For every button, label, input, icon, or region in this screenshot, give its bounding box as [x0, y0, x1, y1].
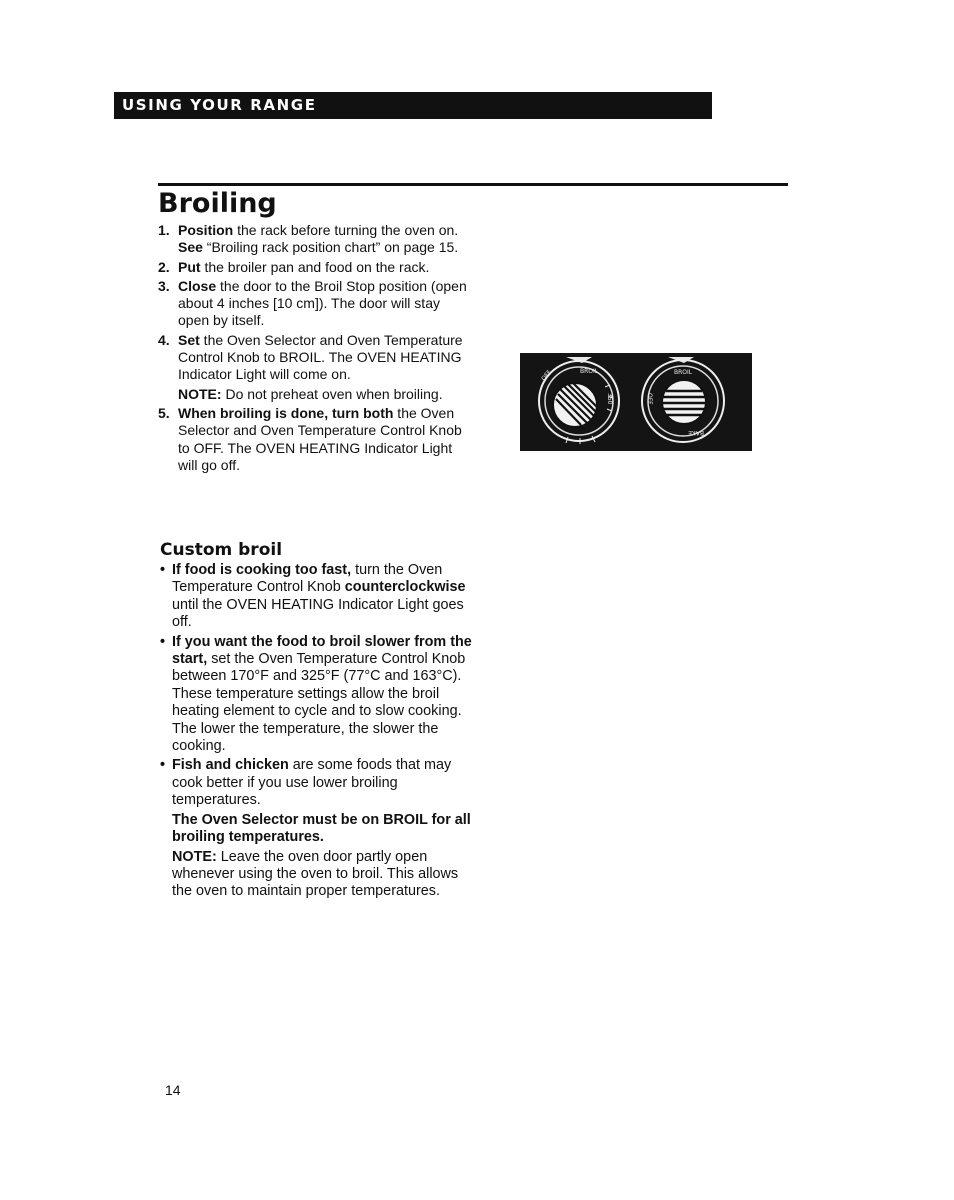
bullet-lead: Fish and chicken — [172, 757, 289, 774]
knob-label-broil: BROIL — [674, 369, 693, 376]
bullet-lead-2: counterclockwise — [344, 579, 466, 596]
step-3 — [158, 278, 470, 330]
bullet-icon: • — [160, 633, 166, 650]
step-lead: Put — [178, 258, 201, 275]
bullet-lead: If you want the food to broil slower from the start, — [172, 633, 472, 668]
bullet-lead: If food is cooking too fast, — [172, 562, 352, 578]
list-item — [160, 634, 482, 756]
knob-label-bake: BAKE — [688, 429, 704, 436]
section-title: USING YOUR RANGE — [122, 96, 317, 114]
step-4 — [158, 332, 470, 403]
note-label: NOTE: — [172, 848, 217, 865]
step-lead: Set — [178, 331, 200, 348]
bullet-text: set the Oven Temperature Control Knob between 170°F and 325°F (77°C and 163°C). These temperature settings allow the broil heating element to cycle and to slow cooking. The lower the temperature, the slower the cooking. — [172, 651, 466, 755]
note-text: Do not preheat oven when broiling. — [221, 385, 443, 402]
step-5 — [158, 405, 470, 474]
step-note — [178, 386, 470, 403]
oven-knobs-figure — [520, 353, 752, 451]
step-list — [158, 222, 470, 476]
knob-label-off: OFF — [646, 393, 653, 405]
bullet-text: turn the Oven Temperature Control Knob — [172, 562, 443, 596]
bullet-text: are some foods that may cook better if you use lower broiling temperatures. — [172, 757, 452, 809]
step-text: the rack before turning the oven on. — [233, 222, 459, 238]
custom-broil-heading: Custom broil — [160, 540, 283, 560]
section-banner — [114, 92, 712, 119]
knob-label-broil: BROIL — [580, 368, 599, 375]
bullet-icon: • — [160, 757, 166, 774]
step-text: the broiler pan and food on the rack. — [200, 258, 430, 275]
page-title: Broiling — [158, 188, 277, 219]
step-number: 4. — [158, 331, 170, 348]
step-lead-2: See — [178, 239, 203, 256]
step-number: 5. — [158, 404, 170, 421]
custom-broil-list — [160, 562, 482, 903]
oven-knobs-illustration — [520, 353, 752, 451]
bullet-text-2: until the OVEN HEATING Indicator Light goes off. — [172, 596, 464, 631]
step-number: 2. — [158, 258, 170, 275]
step-text-2: “Broiling rack position chart” on page 15. — [202, 239, 459, 256]
warning-text: The Oven Selector must be on BROIL for all broiling temperatures. — [172, 811, 471, 846]
step-lead: Close — [178, 277, 217, 294]
step-text: the Oven Selector and Oven Temperature Control Knob to BROIL. The OVEN HEATING Indicator Light will come on. — [178, 331, 463, 383]
knob-label-temp: 350 — [606, 393, 613, 405]
step-text: the Oven Selector and Oven Temperature Control Knob to OFF. The OVEN HEATING Indicator Light will go off. — [178, 404, 462, 473]
step-lead: Position — [178, 222, 234, 238]
step-1 — [158, 222, 470, 257]
custom-note — [160, 849, 482, 901]
note-text: Leave the oven door partly open whenever using the oven to broil. This allows the oven to maintain proper temperatures. — [172, 848, 459, 900]
list-item — [160, 757, 482, 809]
step-number: 1. — [158, 222, 170, 238]
bullet-icon: • — [160, 562, 166, 578]
note-label: NOTE: — [178, 385, 222, 402]
step-text: the door to the Broil Stop position (open about 4 inches [10 cm]). The door will stay open by itself. — [178, 277, 467, 329]
step-lead: When broiling is done, turn both — [178, 404, 394, 421]
list-item — [160, 562, 482, 632]
page-number: 14 — [165, 1082, 181, 1098]
step-number: 3. — [158, 277, 170, 294]
knob-label-off: OFF — [540, 368, 554, 383]
step-2 — [158, 259, 470, 276]
